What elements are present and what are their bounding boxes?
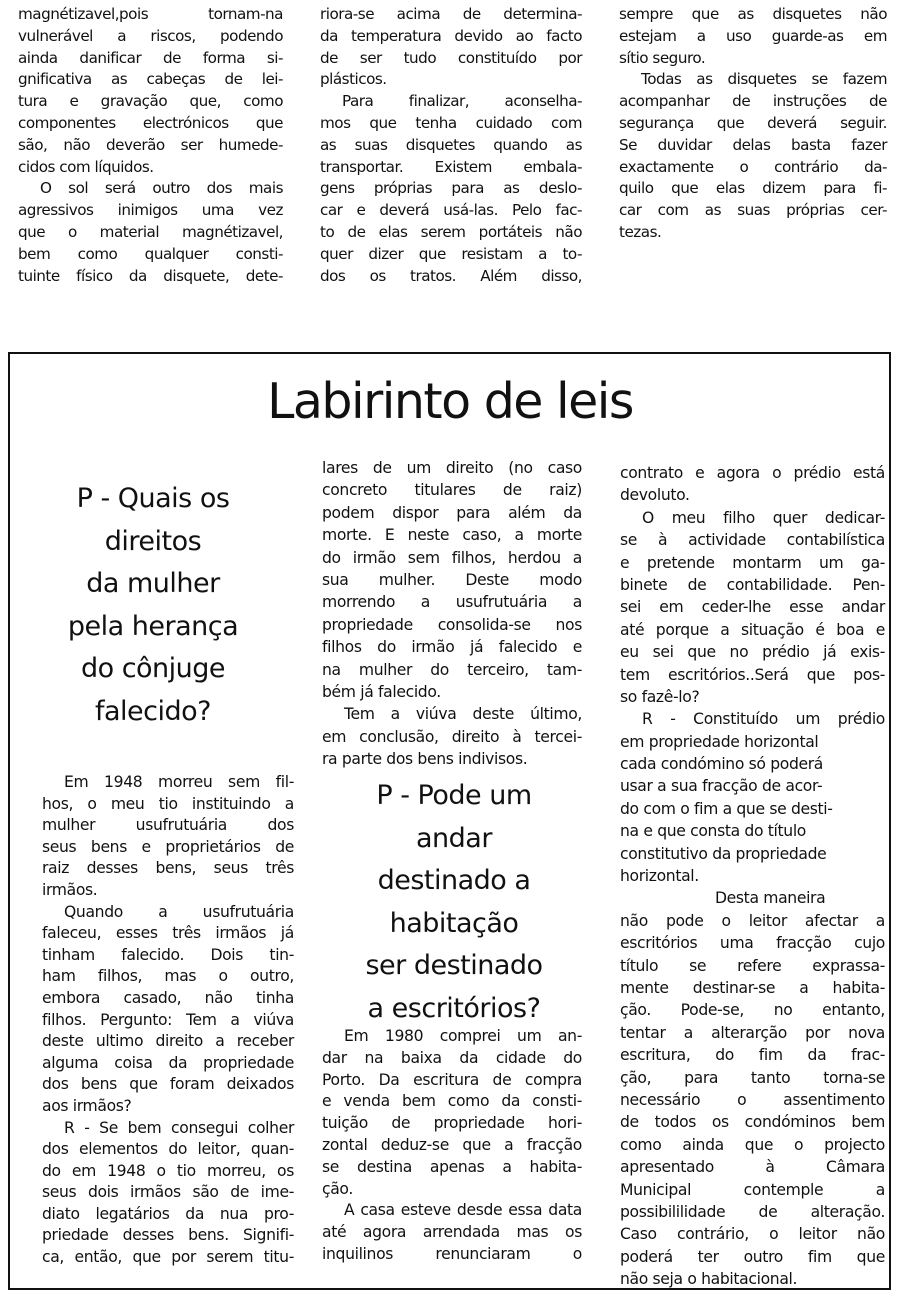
text-line: Todas as disquetes se fazem [641, 70, 887, 89]
text-line: vulnerável a riscos, podendo [18, 26, 283, 45]
text-line: mente destinar-se a habita- [620, 978, 885, 997]
text-line: Tem a viúva deste último, [344, 705, 582, 724]
text-line: horizontal. [620, 867, 699, 886]
text-line: sua mulher. Deste modo [322, 570, 582, 589]
text-line: ção. Pode-se, no entanto, [620, 1001, 885, 1020]
question-heading-line: do cônjuge [80, 653, 226, 684]
text-line: inquilinos renunciaram o [322, 1244, 582, 1263]
text-line: filhos do irmão já falecido e [322, 638, 582, 657]
article-column-3 [620, 462, 885, 1290]
text-line: de ser tudo constituído por [320, 48, 582, 67]
text-line: ção. [322, 1179, 353, 1198]
text-line: dos os tratos. Além disso, [320, 266, 582, 285]
text-line: car com as suas próprias cer- [619, 201, 887, 220]
text-line: usar a sua fracção de acor- [620, 777, 823, 796]
text-line: lares de um direito (no caso [322, 459, 582, 477]
text-line: constitutivo da propriedade [620, 844, 827, 863]
text-line: não pode o leitor afectar a [620, 911, 885, 930]
text-line: priedade desses bens. Signifi- [42, 1226, 294, 1245]
text-line: cidos com líquidos. [18, 157, 154, 176]
text-line: possibililidade de alteração. [620, 1202, 885, 1221]
text-line: mulher usufrutuária dos [42, 816, 294, 835]
text-line: estejam a uso guarde-as em [619, 26, 887, 45]
text-line: sempre que as disquetes não [619, 5, 887, 23]
text-line: segurança que deverá seguir. [619, 113, 887, 132]
text-line: necessário o assentimento [620, 1090, 885, 1109]
text-line: as suas disquetes quando as [320, 135, 582, 154]
text-line: gens próprias para as deslo- [320, 179, 582, 198]
text-line: título se refere exprassa- [620, 956, 885, 975]
text-line: componentes electrónicos que [18, 113, 283, 132]
text-line: apresentado à Câmara [620, 1158, 885, 1177]
text-line: e pretende montarm um ga- [620, 553, 885, 572]
text-line: to de elas serem portáteis não [320, 222, 582, 241]
text-line: propriedade consolida-se nos [322, 615, 582, 634]
question-heading-line: direitos [104, 525, 202, 557]
text-line: do com o fim a que se desti- [620, 799, 833, 818]
text-line: hos, o meu tio instituindo a [42, 794, 294, 813]
text-line: se à actividade contabilística [620, 531, 885, 550]
text-line: A casa esteve desde essa data [344, 1201, 582, 1220]
text-line: gnificativa as cabeças de lei- [18, 70, 283, 89]
text-line: agressivos inimigos uma vez [18, 201, 283, 220]
text-line: tinham falecido. Dois tin- [42, 945, 294, 964]
text-line: eu sei que no prédio já exis- [620, 643, 885, 662]
previous-article-column-1 [18, 4, 283, 287]
text-line: na e que consta do título [620, 822, 806, 841]
text-line: bém já falecido. [322, 682, 441, 701]
text-line: do em 1948 o tio morreu, os [42, 1161, 294, 1180]
text-line: de todos os condóminos bem [620, 1113, 885, 1132]
question-heading-line: P - Quais os [76, 483, 230, 514]
text-line: cada condómino só poderá [620, 755, 823, 774]
text-line: dos elementos do leitor, quan- [42, 1140, 294, 1159]
text-line: plásticos. [320, 70, 387, 89]
previous-article-column-3 [619, 4, 887, 244]
text-line: na mulher do terceiro, tam- [322, 660, 582, 679]
text-line: mos que tenha cuidado com [320, 113, 582, 132]
question-heading-line: destinado a [377, 865, 531, 896]
text-line: sítio seguro. [619, 48, 706, 67]
text-line: contrato e agora o prédio está [620, 464, 885, 482]
text-line: quilo que elas dizem para fi- [619, 179, 887, 198]
text-line: aos irmãos? [42, 1096, 132, 1115]
text-line: irmãos. [42, 880, 98, 899]
text-line: tuição de propriedade hori- [322, 1114, 582, 1133]
text-line: Em 1980 comprei um an- [344, 1027, 582, 1045]
text-line: zontal deduz-se que a fracção [322, 1135, 582, 1154]
text-line: poderá ter outro fim que [620, 1247, 885, 1266]
text-line: Caso contrário, o leitor não [620, 1225, 885, 1244]
question-heading-line: a escritórios? [367, 992, 541, 1024]
text-line: transportar. Existem embala- [320, 157, 582, 176]
article-column-2-top [322, 457, 582, 770]
text-line: ainda danificar de forma si- [18, 48, 283, 67]
text-line: tentar a alterarção por nova [620, 1023, 885, 1042]
text-line: R - Se bem consegui colher [64, 1118, 294, 1137]
question-heading-line: andar [416, 822, 492, 854]
text-line: até agora arrendada mas os [322, 1223, 582, 1242]
text-line: tuinte físico da disquete, dete- [18, 266, 283, 285]
text-line: raiz desses bens, seus três [42, 859, 294, 878]
text-line: que o material magnétizavel, [18, 222, 283, 241]
text-line: embora casado, não tinha [42, 988, 294, 1007]
text-line: quer dizer que resistam a to- [320, 244, 582, 263]
text-line: tura e gravação que, como [18, 92, 283, 111]
text-line: filhos. Pergunto: Tem a viúva [42, 1010, 294, 1029]
text-line: escritura, do fim da frac- [620, 1046, 885, 1065]
text-line: morrendo a usufrutuária a [322, 593, 582, 612]
text-line: seus bens e proprietários de [42, 837, 294, 856]
text-line: Municipal contemple a [620, 1180, 885, 1199]
text-line: como ainda que o projecto [620, 1135, 885, 1154]
text-line: diato legatários da nua pro- [42, 1204, 294, 1223]
text-line: riora-se acima de determina- [320, 5, 582, 23]
text-line: O sol será outro dos mais [40, 179, 283, 198]
text-line: bem como qualquer consti- [18, 244, 283, 263]
previous-article-column-2 [320, 4, 582, 287]
question-heading-line: habitação [389, 907, 519, 939]
text-line: ção, para tanto torna-se [620, 1068, 885, 1087]
text-line: Porto. Da escritura de compra [322, 1070, 582, 1089]
text-line: exactamente o contrário da- [619, 157, 887, 176]
text-line: binete de contabilidade. Pen- [620, 575, 885, 594]
text-line: sei em ceder-lhe esse andar [620, 598, 885, 617]
text-line: são, não deverão ser humede- [18, 135, 283, 154]
text-line: ca, então, que por serem titu- [42, 1248, 294, 1267]
question-heading-line: ser destinado [365, 950, 543, 981]
question-heading-line: da mulher [86, 568, 220, 599]
text-line: so fazê-lo? [620, 687, 700, 706]
article-column-1 [42, 772, 294, 1269]
text-line: podem dispor para além da [322, 503, 582, 522]
text-line: Se duvidar delas basta fazer [619, 135, 887, 154]
text-line: tem escritórios..Será que pos- [620, 665, 885, 684]
text-line: car e deverá usá-las. Pelo fac- [320, 201, 582, 220]
text-line: do irmão sem filhos, herdou a [322, 548, 582, 567]
text-line: escritórios uma fracção cujo [620, 934, 885, 953]
text-line: ra parte dos bens indivisos. [322, 750, 528, 769]
text-line: até porque a situação é boa e [620, 620, 885, 639]
text-line: se destina apenas a habita- [322, 1157, 582, 1176]
text-line: ham filhos, mas o outro, [42, 967, 294, 986]
text-line: alguma coisa da propriedade [42, 1053, 294, 1072]
text-line: em conclusão, direito à tercei- [322, 727, 582, 746]
text-line: Para finalizar, aconselha- [342, 92, 582, 111]
question-2-heading [318, 775, 590, 1030]
text-line: da temperatura devido ao facto [320, 26, 582, 45]
text-line: magnétizavel,pois tornam-na [18, 5, 283, 23]
question-heading-line: P - Pode um [376, 780, 532, 811]
text-line: deste ultimo direito a receber [42, 1032, 294, 1051]
text-line: faleceu, esses três irmãos já [42, 924, 294, 943]
text-line: concreto titulares de raiz) [322, 481, 582, 500]
text-line: seus dois irmãos são de ime- [42, 1183, 294, 1202]
text-line: R - Constituído um prédio [642, 710, 885, 729]
text-line: acompanhar de instruções de [619, 92, 887, 111]
text-line: dar na baixa da cidade do [322, 1048, 582, 1067]
text-line: não seja o habitacional. [620, 1270, 798, 1289]
question-1-heading [22, 478, 284, 733]
text-line: Em 1948 morreu sem fil- [64, 773, 294, 791]
article-title: Labirinto de leis [267, 373, 633, 430]
question-heading-line: pela herança [67, 610, 239, 642]
text-line: tezas. [619, 222, 662, 241]
text-line: Quando a usufrutuária [64, 902, 294, 921]
article-column-2-bottom [322, 1026, 582, 1266]
question-heading-line: falecido? [95, 695, 211, 727]
text-line: O meu filho quer dedicar- [642, 508, 885, 527]
text-line: dos bens que foram deixados [42, 1075, 294, 1094]
text-line: e venda bem como da consti- [322, 1092, 582, 1111]
text-line: Desta maneira [715, 889, 826, 908]
text-line: morte. E neste caso, a morte [322, 526, 582, 545]
text-line: em propriedade horizontal [620, 732, 819, 751]
text-line: devoluto. [620, 486, 690, 505]
